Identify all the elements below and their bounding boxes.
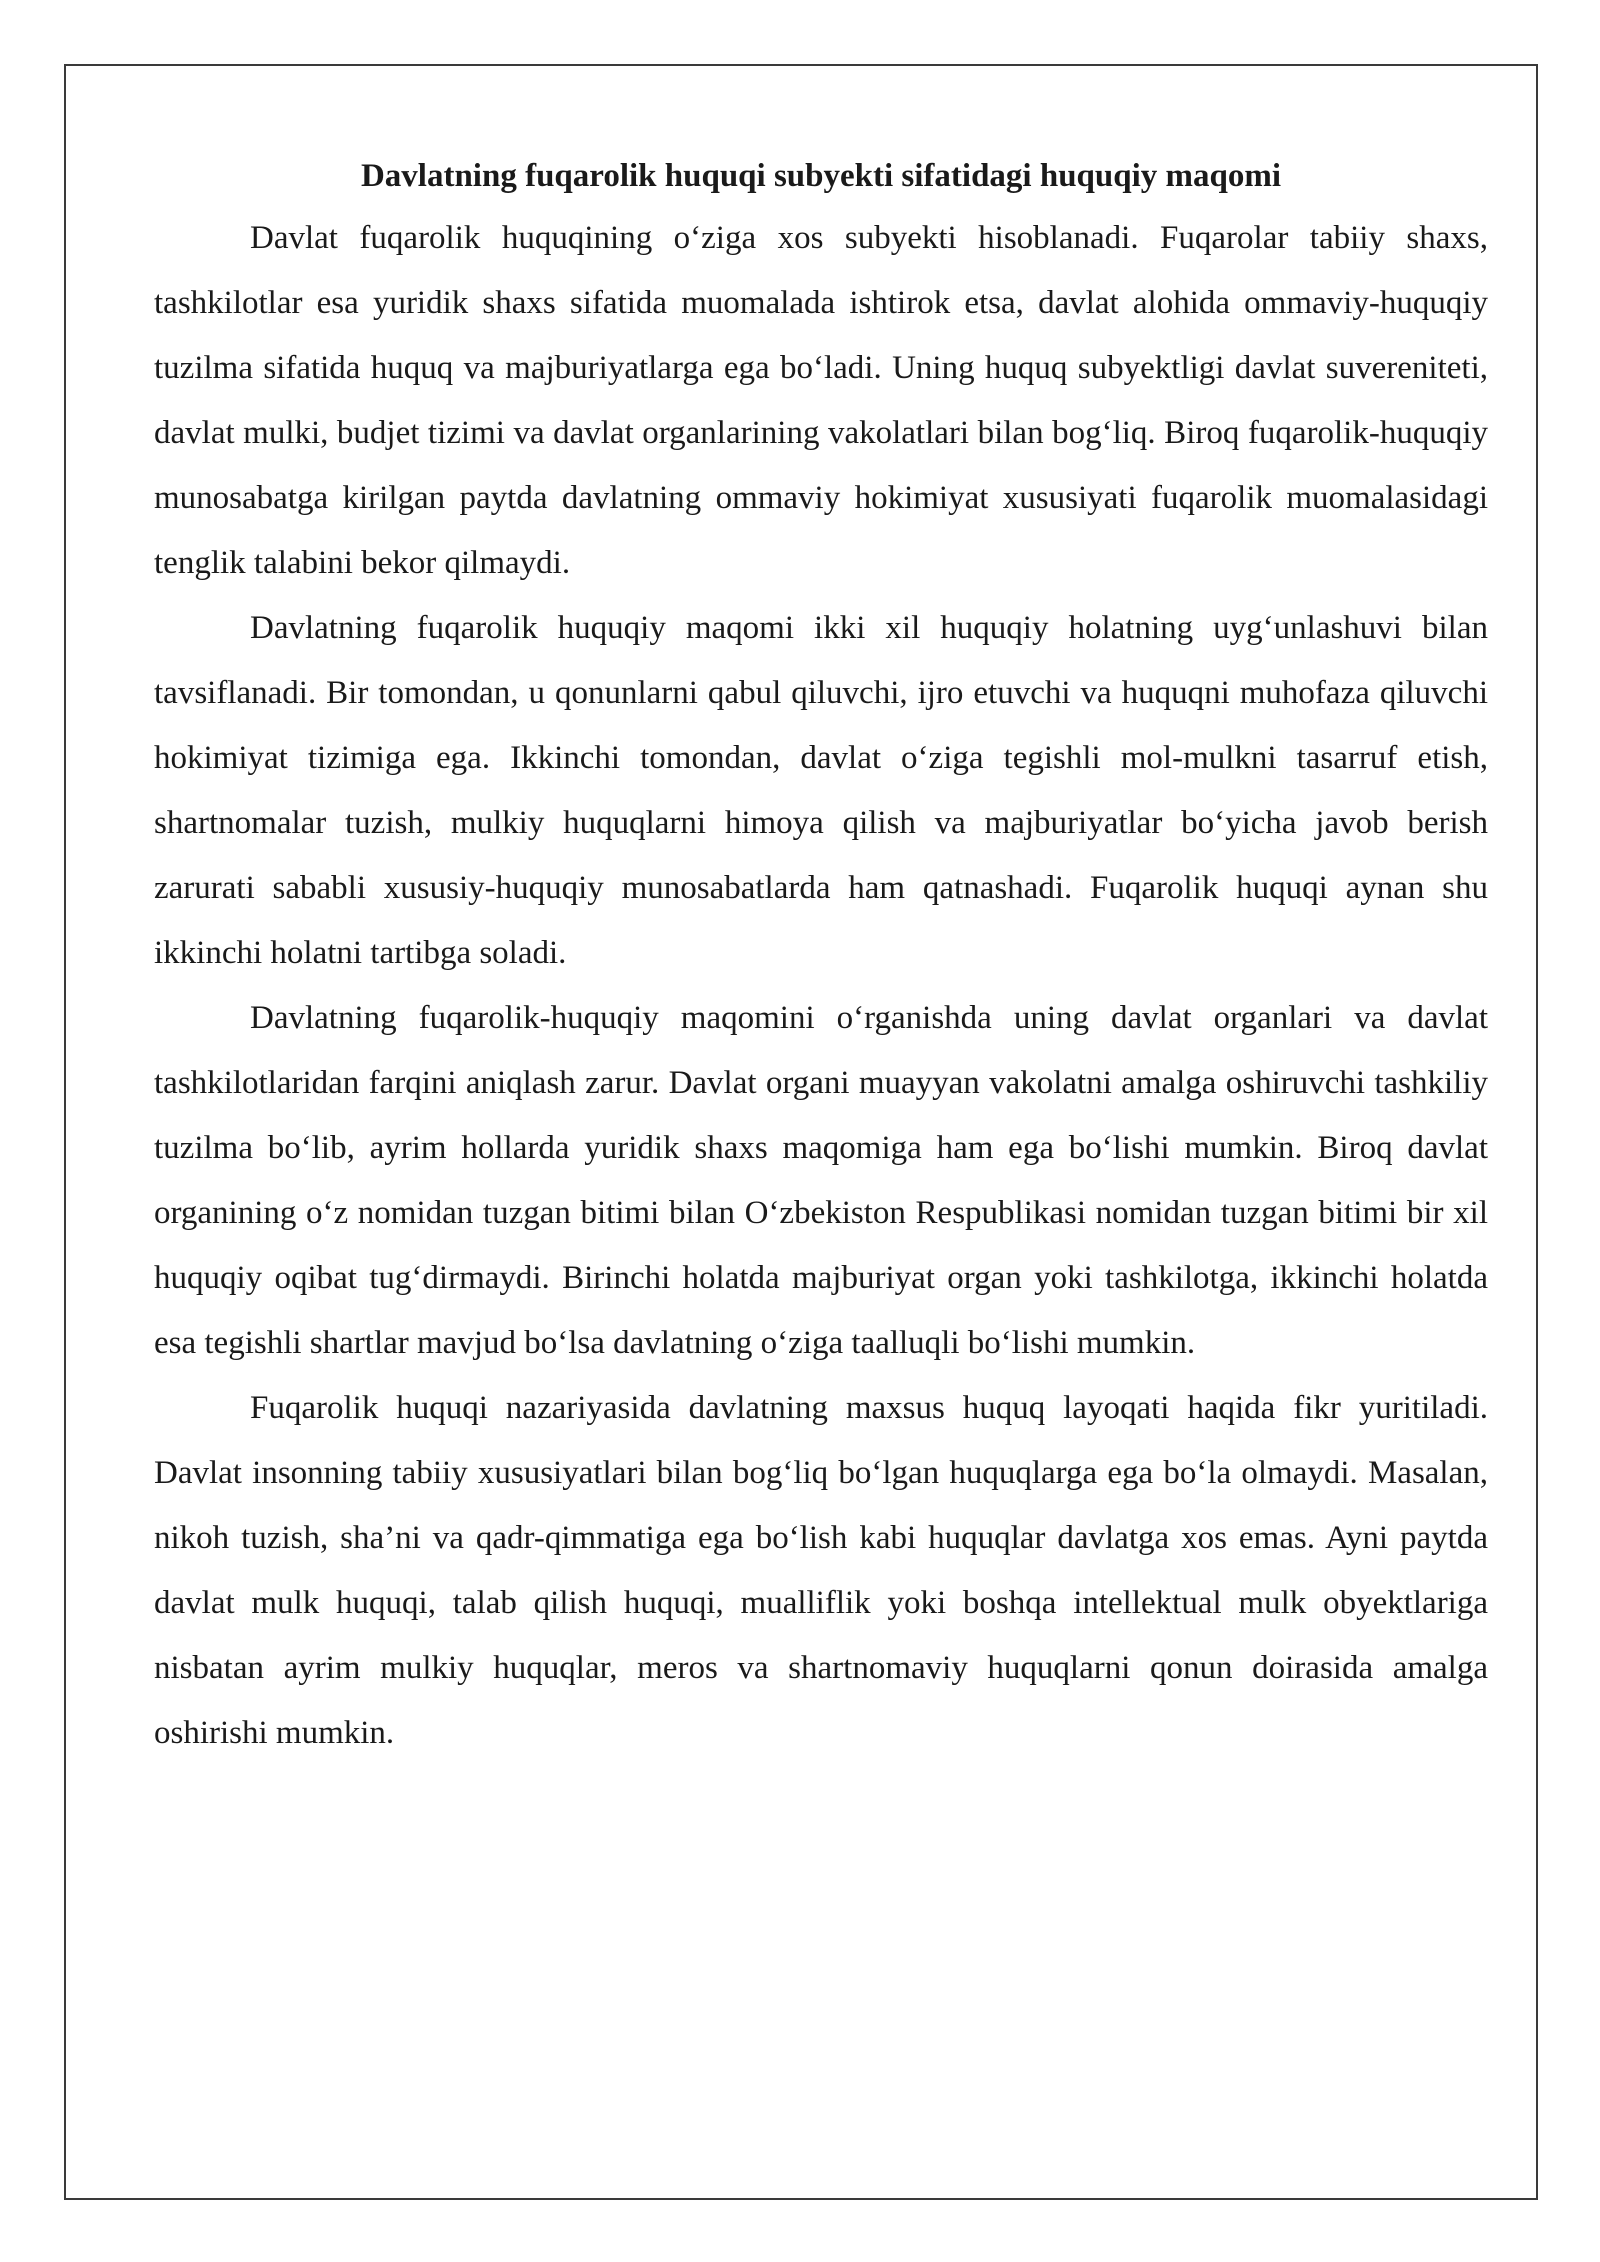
paragraph-1: Davlat fuqarolik huquqining o‘ziga xos subyekti hisoblanadi. Fuqarolar tabiiy shaxs, tashkilotlar esa yuridik shaxs sifatida muomalada ishtirok etsa, davlat alohida ommaviy-huquqiy tuzilma sifatida huquq va majburiyatlarga ega bo‘ladi. Uning huquq subyektligi davlat suvereniteti, davlat mulki, budjet tizimi va davlat organlarining vakolatlari bilan bog‘liq. Biroq fuqarolik-huquqiy munosabatga kirilgan paytda davlatning ommaviy hokimiyat xususiyati fuqarolik muomalasidagi tenglik talabini bekor qilmaydi. — [154, 220, 1488, 581]
document-body — [154, 150, 1488, 1766]
paragraph-3: Davlatning fuqarolik-huquqiy maqomini o‘rganishda uning davlat organlari va davlat tashkilotlaridan farqini aniqlash zarur. Davlat organi muayyan vakolatni amalga oshiruvchi tashkiliy tuzilma bo‘lib, ayrim hollarda yuridik shaxs maqomiga ham ega bo‘lishi mumkin. Biroq davlat organining o‘z nomidan tuzgan bitimi bilan O‘zbekiston Respublikasi nomidan tuzgan bitimi bir xil huquqiy oqibat tug‘dirmaydi. Birinchi holatda majburiyat organ yoki tashkilotga, ikkinchi holatda esa tegishli shartlar mavjud bo‘lsa davlatning o‘ziga taalluqli bo‘lishi mumkin. — [154, 1000, 1488, 1361]
paragraph-2: Davlatning fuqarolik huquqiy maqomi ikki xil huquqiy holatning uyg‘unlashuvi bilan tavsiflanadi. Bir tomondan, u qonunlarni qabul qiluvchi, ijro etuvchi va huquqni muhofaza qiluvchi hokimiyat tizimiga ega. Ikkinchi tomondan, davlat o‘ziga tegishli mol-mulkni tasarruf etish, shartnomalar tuzish, mulkiy huquqlarni himoya qilish va majburiyatlar bo‘yicha javob berish zarurati sababli xususiy-huquqiy munosabatlarda ham qatnashadi. Fuqarolik huquqi aynan shu ikkinchi holatni tartibga soladi. — [154, 610, 1488, 971]
document-title: Davlatning fuqarolik huquqi subyekti sifatidagi huquqiy maqomi — [360, 158, 1282, 194]
paragraph-4: Fuqarolik huquqi nazariyasida davlatning maxsus huquq layoqati haqida fikr yuritiladi. Davlat insonning tabiiy xususiyatlari bilan bog‘liq bo‘lgan huquqlarga ega bo‘la olmaydi. Masalan, nikoh tuzish, sha’ni va qadr-qimmatiga ega bo‘lish kabi huquqlar davlatga xos emas. Ayni paytda davlat mulk huquqi, talab qilish huquqi, mualliflik yoki boshqa intellektual mulk obyektlariga nisbatan ayrim mulkiy huquqlar, meros va shartnomaviy huquqlarni qonun doirasida amalga oshirishi mumkin. — [154, 1390, 1488, 1751]
